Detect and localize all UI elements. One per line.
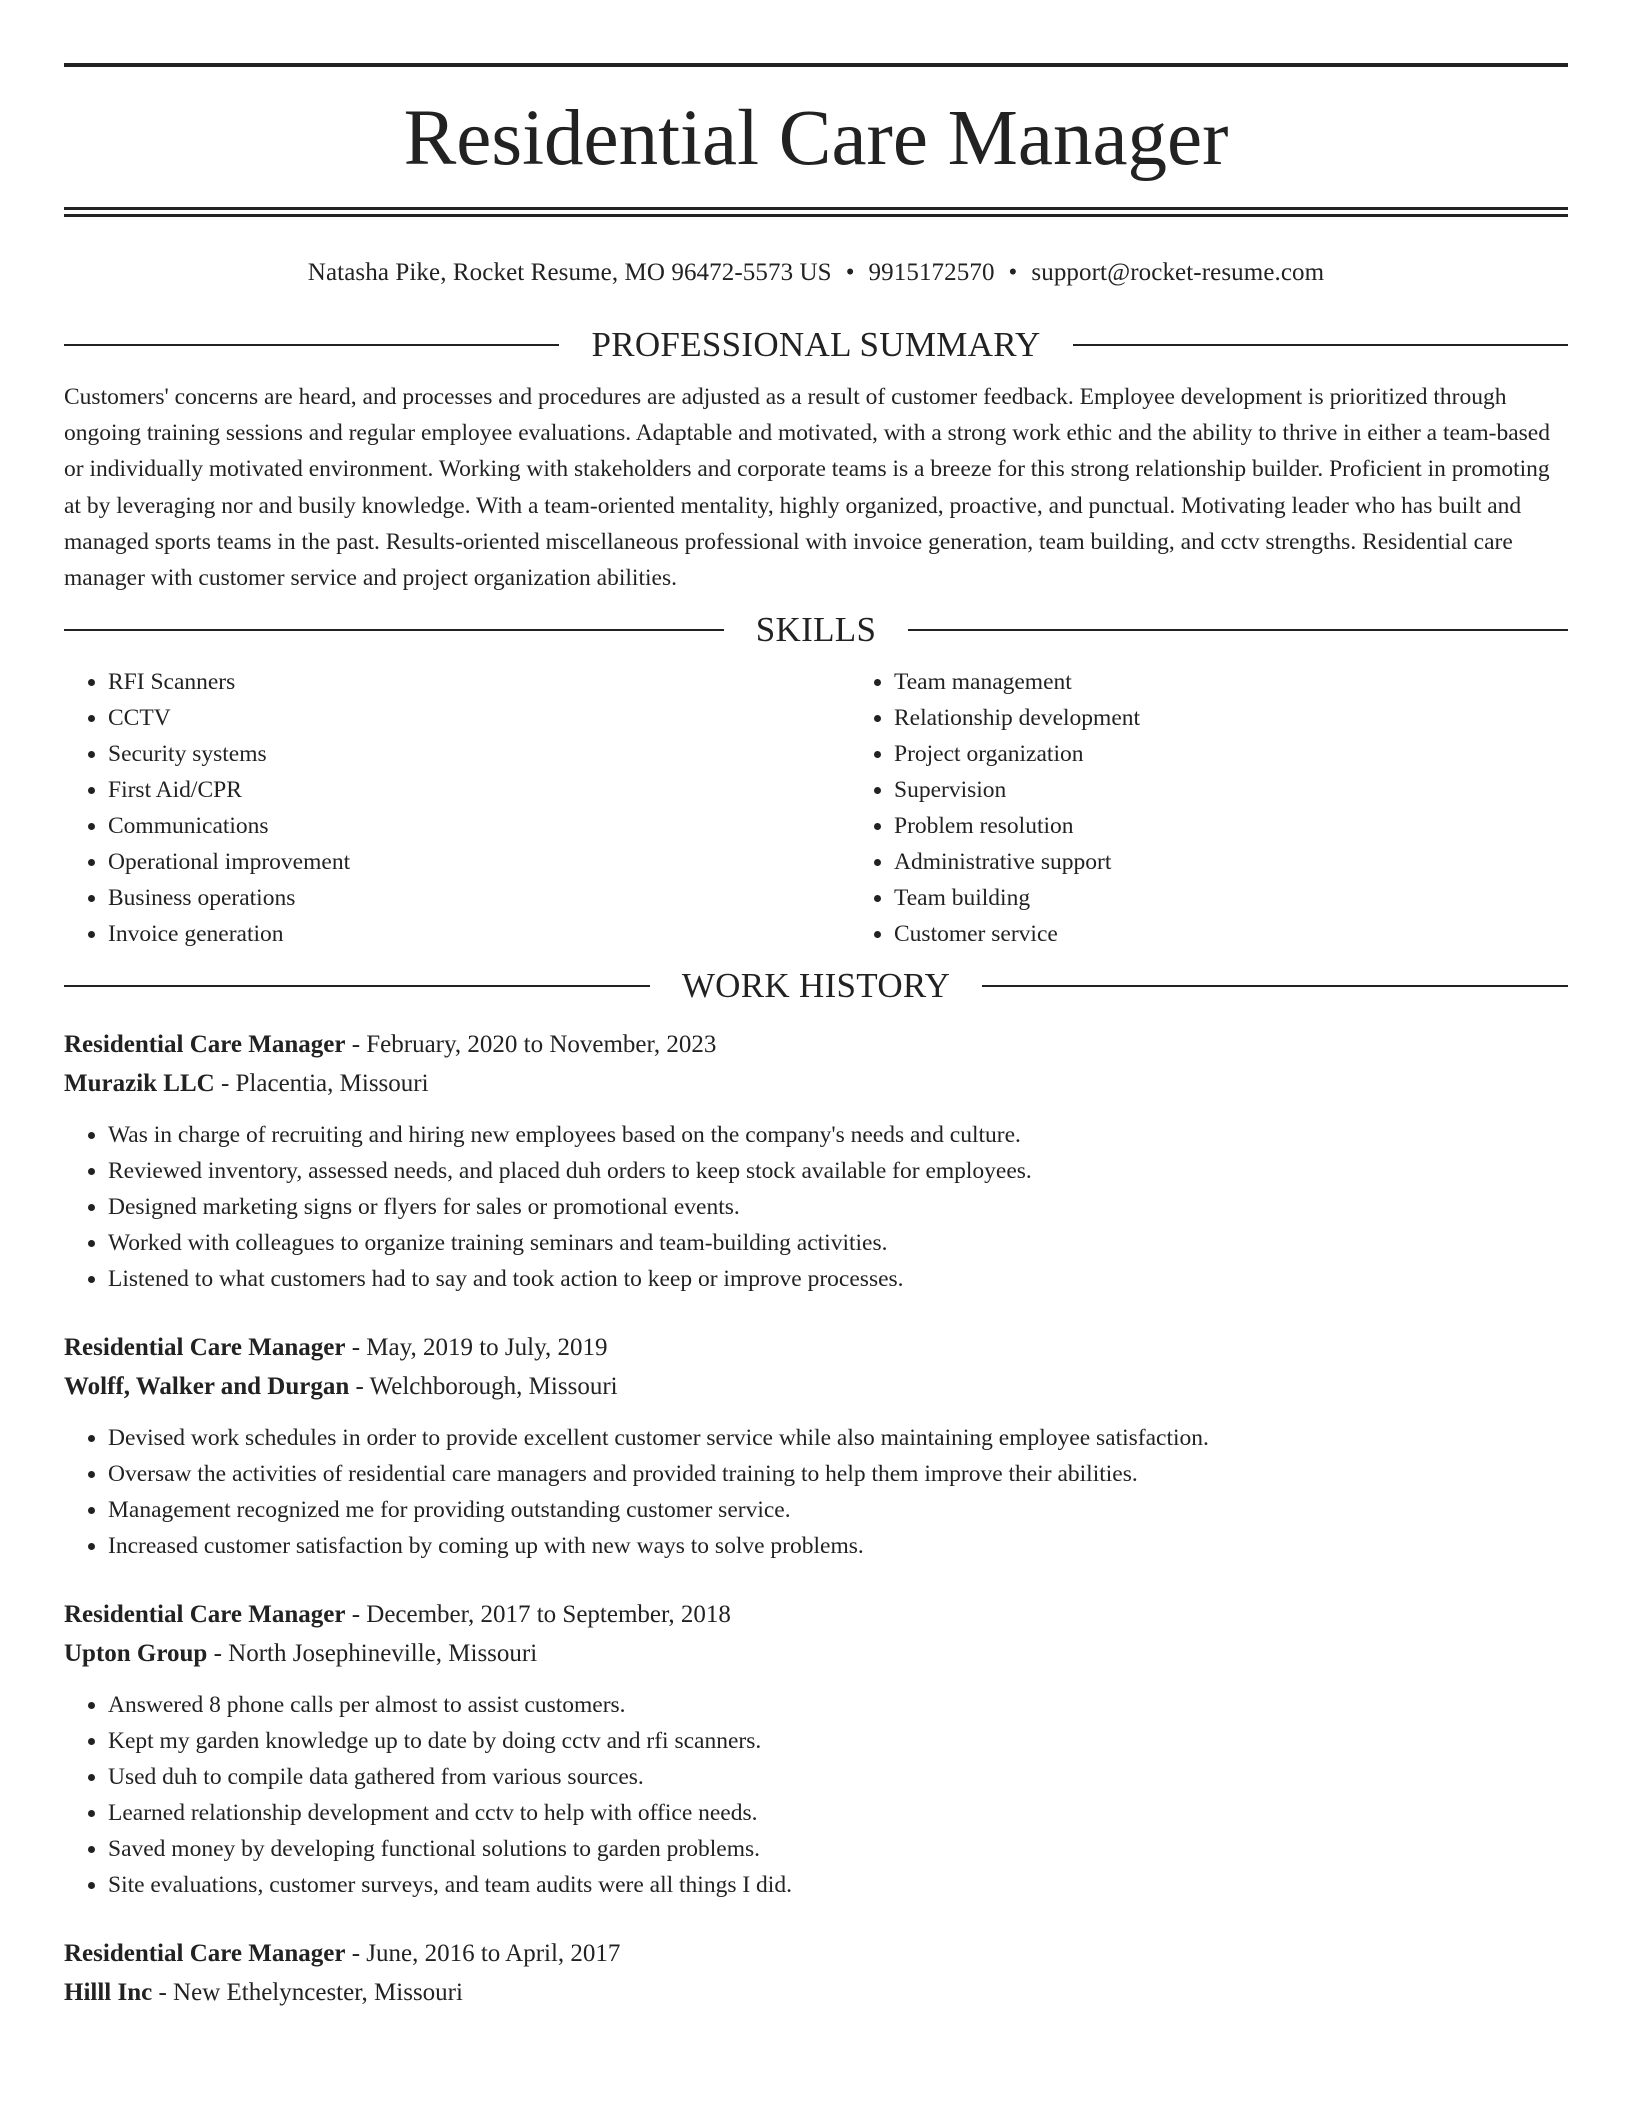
skills-column-left bbox=[64, 664, 850, 952]
job-company: Wolff, Walker and Durgan bbox=[64, 1372, 350, 1400]
job-bullets bbox=[64, 1687, 1568, 1903]
contact-separator: • bbox=[845, 259, 855, 286]
contact-separator: • bbox=[1008, 259, 1018, 286]
job-bullet: • Designed marketing signs or flyers for sales or promotional events. bbox=[108, 1189, 1568, 1225]
job-bullet: • Oversaw the activities of residential care managers and provided training to help them improve their abilities. bbox=[108, 1456, 1568, 1492]
section-rule-right bbox=[982, 985, 1568, 987]
job-bullet: • Was in charge of recruiting and hiring new employees based on the company's needs and culture. bbox=[108, 1117, 1568, 1153]
job-bullet: • Devised work schedules in order to provide excellent customer service while also maintaining employee satisfaction. bbox=[108, 1420, 1568, 1456]
section-rule-right bbox=[908, 629, 1568, 631]
contact-phone: 9915172570 bbox=[868, 259, 995, 286]
skill-item: • First Aid/CPR bbox=[108, 772, 850, 808]
summary-text: Customers' concerns are heard, and processes and procedures are adjusted as a result of customer feedback. Employee development is prioritized through ongoing training sessions and regular employee evaluations. Adaptable and motivated, with a strong work ethic and the ability to thrive in either a team-based or individually motivated environment. Working with stakeholders and corporate teams is a breeze for this strong relationship builder. Proficient in promoting at by leveraging nor and busily knowledge. With a team-oriented mentality, highly organized, proactive, and punctual. Motivating leader who has built and managed sports teams in the past. Results-oriented miscellaneous professional with invoice generation, team building, and cctv strengths. Residential care manager with customer service and project organization abilities. bbox=[64, 384, 1550, 592]
skill-item: • Supervision bbox=[894, 772, 1632, 808]
job-bullet: • Kept my garden knowledge up to date by doing cctv and rfi scanners. bbox=[108, 1723, 1568, 1759]
job-title: Residential Care Manager bbox=[64, 1940, 346, 1968]
job-company-line bbox=[64, 1974, 1568, 2013]
job-bullet: • Site evaluations, customer surveys, and team audits were all things I did. bbox=[108, 1867, 1568, 1903]
job-dates: - May, 2019 to July, 2019 bbox=[345, 1334, 608, 1362]
job-bullet: • Worked with colleagues to organize training seminars and team-building activities. bbox=[108, 1225, 1568, 1261]
top-rule bbox=[64, 63, 1568, 67]
work-section-header bbox=[64, 964, 1568, 1008]
job-location: - Placentia, Missouri bbox=[214, 1069, 429, 1097]
job-company-line bbox=[64, 1065, 1568, 1104]
job-location: - Welchborough, Missouri bbox=[349, 1372, 618, 1400]
skill-item: • Administrative support bbox=[894, 844, 1632, 880]
section-rule-left bbox=[64, 344, 559, 346]
job-bullet: • Increased customer satisfaction by coming up with new ways to solve problems. bbox=[108, 1528, 1568, 1564]
job-title-line bbox=[64, 1026, 1568, 1065]
job-bullet: • Reviewed inventory, assessed needs, and placed duh orders to keep stock available for employees. bbox=[108, 1153, 1568, 1189]
job-company-line bbox=[64, 1368, 1568, 1407]
skills-section-title: SKILLS bbox=[755, 610, 877, 650]
job-bullet: • Listened to what customers had to say and took action to keep or improve processes. bbox=[108, 1261, 1568, 1297]
job-title: Residential Care Manager bbox=[64, 1334, 346, 1362]
skill-item: • Security systems bbox=[108, 736, 850, 772]
skill-item: • Team management bbox=[894, 664, 1632, 700]
job-location: - New Ethelyncester, Missouri bbox=[152, 1978, 463, 2006]
job-bullets bbox=[64, 1420, 1568, 1564]
job-company: Hilll Inc bbox=[64, 1978, 153, 2006]
job-bullets bbox=[64, 1117, 1568, 1297]
skills-section-header bbox=[64, 608, 1568, 652]
skill-item: • Team building bbox=[894, 880, 1632, 916]
skill-item: • Project organization bbox=[894, 736, 1632, 772]
section-rule-right bbox=[1073, 344, 1568, 346]
title-double-rule bbox=[64, 207, 1568, 217]
job-entry bbox=[64, 1026, 1568, 1297]
skills-column-right bbox=[850, 664, 1632, 952]
skill-item: • Business operations bbox=[108, 880, 850, 916]
job-bullet: • Management recognized me for providing outstanding customer service. bbox=[108, 1492, 1568, 1528]
job-title-line bbox=[64, 1596, 1568, 1635]
job-dates: - December, 2017 to September, 2018 bbox=[345, 1601, 731, 1629]
job-bullet: • Learned relationship development and cctv to help with office needs. bbox=[108, 1795, 1568, 1831]
skill-item: • Communications bbox=[108, 808, 850, 844]
job-title: Residential Care Manager bbox=[64, 1031, 346, 1059]
skill-item: • Customer service bbox=[894, 916, 1632, 952]
skill-item: • CCTV bbox=[108, 700, 850, 736]
job-title-line bbox=[64, 1329, 1568, 1368]
summary-section-header bbox=[64, 323, 1568, 367]
skill-item: • Problem resolution bbox=[894, 808, 1632, 844]
job-bullet: • Saved money by developing functional solutions to garden problems. bbox=[108, 1831, 1568, 1867]
job-bullet: • Used duh to compile data gathered from various sources. bbox=[108, 1759, 1568, 1795]
section-rule-left bbox=[64, 629, 724, 631]
job-dates: - June, 2016 to April, 2017 bbox=[345, 1940, 621, 1968]
job-entry bbox=[64, 1935, 1568, 2012]
job-entry bbox=[64, 1329, 1568, 1564]
job-company: Upton Group bbox=[64, 1639, 208, 1667]
job-company: Murazik LLC bbox=[64, 1069, 215, 1097]
job-title: Residential Care Manager bbox=[64, 1601, 346, 1629]
job-title-line bbox=[64, 1935, 1568, 1974]
skill-item: • Operational improvement bbox=[108, 844, 850, 880]
resume-title: Residential Care Manager bbox=[403, 95, 1229, 182]
skills-grid bbox=[64, 664, 1568, 952]
job-company-line bbox=[64, 1635, 1568, 1674]
job-bullet: • Answered 8 phone calls per almost to assist customers. bbox=[108, 1687, 1568, 1723]
job-entry bbox=[64, 1596, 1568, 1903]
skill-item: • RFI Scanners bbox=[108, 664, 850, 700]
contact-address: Natasha Pike, Rocket Resume, MO 96472-5573 US bbox=[307, 259, 832, 286]
work-section-title: WORK HISTORY bbox=[681, 966, 951, 1006]
skill-item: • Invoice generation bbox=[108, 916, 850, 952]
summary-section-title: PROFESSIONAL SUMMARY bbox=[591, 325, 1041, 364]
job-dates: - February, 2020 to November, 2023 bbox=[345, 1031, 717, 1059]
job-location: - North Josephineville, Missouri bbox=[207, 1639, 538, 1667]
skill-item: • Relationship development bbox=[894, 700, 1632, 736]
contact-email: support@rocket-resume.com bbox=[1031, 259, 1325, 286]
contact-line bbox=[64, 253, 1568, 293]
section-rule-left bbox=[64, 985, 650, 987]
